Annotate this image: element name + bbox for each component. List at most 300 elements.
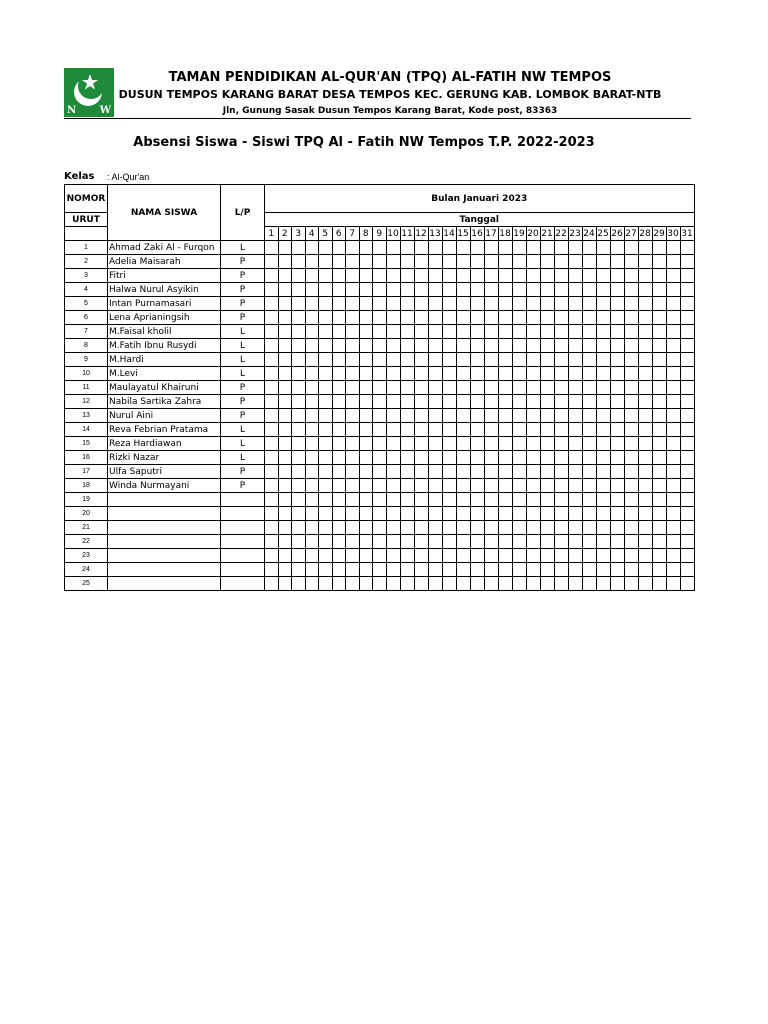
attendance-cell[interactable]	[346, 563, 360, 577]
attendance-cell[interactable]	[610, 549, 624, 563]
attendance-cell[interactable]	[332, 353, 346, 367]
attendance-cell[interactable]	[666, 409, 680, 423]
attendance-cell[interactable]	[554, 297, 568, 311]
attendance-cell[interactable]	[278, 479, 292, 493]
attendance-cell[interactable]	[638, 479, 652, 493]
attendance-cell[interactable]	[554, 577, 568, 591]
attendance-cell[interactable]	[554, 409, 568, 423]
attendance-cell[interactable]	[265, 507, 279, 521]
attendance-cell[interactable]	[624, 465, 638, 479]
attendance-cell[interactable]	[305, 507, 319, 521]
attendance-cell[interactable]	[373, 269, 387, 283]
attendance-cell[interactable]	[278, 241, 292, 255]
attendance-cell[interactable]	[498, 325, 512, 339]
attendance-cell[interactable]	[278, 493, 292, 507]
attendance-cell[interactable]	[400, 479, 414, 493]
attendance-cell[interactable]	[386, 479, 400, 493]
attendance-cell[interactable]	[540, 353, 554, 367]
attendance-cell[interactable]	[278, 535, 292, 549]
attendance-cell[interactable]	[373, 255, 387, 269]
attendance-cell[interactable]	[498, 241, 512, 255]
attendance-cell[interactable]	[680, 479, 694, 493]
attendance-cell[interactable]	[680, 493, 694, 507]
attendance-cell[interactable]	[305, 269, 319, 283]
attendance-cell[interactable]	[414, 381, 428, 395]
attendance-cell[interactable]	[319, 479, 333, 493]
attendance-cell[interactable]	[292, 409, 306, 423]
attendance-cell[interactable]	[484, 241, 498, 255]
attendance-cell[interactable]	[610, 311, 624, 325]
attendance-cell[interactable]	[428, 563, 442, 577]
attendance-cell[interactable]	[442, 255, 456, 269]
attendance-cell[interactable]	[332, 409, 346, 423]
attendance-cell[interactable]	[512, 437, 526, 451]
attendance-cell[interactable]	[526, 409, 540, 423]
attendance-cell[interactable]	[624, 409, 638, 423]
attendance-cell[interactable]	[526, 283, 540, 297]
attendance-cell[interactable]	[484, 269, 498, 283]
attendance-cell[interactable]	[265, 395, 279, 409]
attendance-cell[interactable]	[526, 325, 540, 339]
attendance-cell[interactable]	[526, 549, 540, 563]
attendance-cell[interactable]	[319, 423, 333, 437]
attendance-cell[interactable]	[680, 535, 694, 549]
attendance-cell[interactable]	[680, 577, 694, 591]
attendance-cell[interactable]	[652, 353, 666, 367]
attendance-cell[interactable]	[680, 437, 694, 451]
attendance-cell[interactable]	[610, 577, 624, 591]
attendance-cell[interactable]	[305, 325, 319, 339]
attendance-cell[interactable]	[554, 507, 568, 521]
attendance-cell[interactable]	[346, 451, 360, 465]
attendance-cell[interactable]	[265, 283, 279, 297]
attendance-cell[interactable]	[568, 325, 582, 339]
attendance-cell[interactable]	[484, 563, 498, 577]
attendance-cell[interactable]	[319, 409, 333, 423]
attendance-cell[interactable]	[442, 395, 456, 409]
attendance-cell[interactable]	[554, 535, 568, 549]
attendance-cell[interactable]	[470, 451, 484, 465]
attendance-cell[interactable]	[554, 521, 568, 535]
attendance-cell[interactable]	[470, 339, 484, 353]
attendance-cell[interactable]	[386, 241, 400, 255]
attendance-cell[interactable]	[400, 395, 414, 409]
attendance-cell[interactable]	[540, 367, 554, 381]
attendance-cell[interactable]	[278, 451, 292, 465]
attendance-cell[interactable]	[470, 353, 484, 367]
attendance-cell[interactable]	[332, 395, 346, 409]
attendance-cell[interactable]	[568, 353, 582, 367]
attendance-cell[interactable]	[554, 325, 568, 339]
attendance-cell[interactable]	[498, 437, 512, 451]
attendance-cell[interactable]	[610, 367, 624, 381]
attendance-cell[interactable]	[373, 437, 387, 451]
attendance-cell[interactable]	[373, 479, 387, 493]
attendance-cell[interactable]	[428, 479, 442, 493]
attendance-cell[interactable]	[638, 269, 652, 283]
attendance-cell[interactable]	[582, 465, 596, 479]
attendance-cell[interactable]	[386, 507, 400, 521]
attendance-cell[interactable]	[442, 451, 456, 465]
attendance-cell[interactable]	[292, 395, 306, 409]
attendance-cell[interactable]	[428, 395, 442, 409]
attendance-cell[interactable]	[346, 465, 360, 479]
attendance-cell[interactable]	[512, 325, 526, 339]
attendance-cell[interactable]	[484, 409, 498, 423]
attendance-cell[interactable]	[359, 367, 373, 381]
attendance-cell[interactable]	[680, 311, 694, 325]
attendance-cell[interactable]	[442, 549, 456, 563]
attendance-cell[interactable]	[526, 465, 540, 479]
attendance-cell[interactable]	[652, 297, 666, 311]
attendance-cell[interactable]	[400, 437, 414, 451]
attendance-cell[interactable]	[442, 563, 456, 577]
attendance-cell[interactable]	[414, 241, 428, 255]
attendance-cell[interactable]	[428, 381, 442, 395]
attendance-cell[interactable]	[596, 297, 610, 311]
attendance-cell[interactable]	[319, 325, 333, 339]
attendance-cell[interactable]	[568, 465, 582, 479]
attendance-cell[interactable]	[265, 451, 279, 465]
attendance-cell[interactable]	[414, 507, 428, 521]
attendance-cell[interactable]	[373, 493, 387, 507]
attendance-cell[interactable]	[484, 493, 498, 507]
attendance-cell[interactable]	[652, 395, 666, 409]
attendance-cell[interactable]	[359, 423, 373, 437]
attendance-cell[interactable]	[568, 311, 582, 325]
attendance-cell[interactable]	[428, 507, 442, 521]
attendance-cell[interactable]	[540, 255, 554, 269]
attendance-cell[interactable]	[414, 409, 428, 423]
attendance-cell[interactable]	[305, 535, 319, 549]
attendance-cell[interactable]	[596, 507, 610, 521]
attendance-cell[interactable]	[568, 269, 582, 283]
attendance-cell[interactable]	[610, 493, 624, 507]
attendance-cell[interactable]	[582, 423, 596, 437]
attendance-cell[interactable]	[278, 409, 292, 423]
attendance-cell[interactable]	[359, 395, 373, 409]
attendance-cell[interactable]	[442, 423, 456, 437]
attendance-cell[interactable]	[346, 437, 360, 451]
attendance-cell[interactable]	[680, 465, 694, 479]
attendance-cell[interactable]	[428, 283, 442, 297]
attendance-cell[interactable]	[484, 381, 498, 395]
attendance-cell[interactable]	[359, 241, 373, 255]
attendance-cell[interactable]	[386, 437, 400, 451]
attendance-cell[interactable]	[359, 311, 373, 325]
attendance-cell[interactable]	[265, 465, 279, 479]
attendance-cell[interactable]	[484, 311, 498, 325]
attendance-cell[interactable]	[624, 395, 638, 409]
attendance-cell[interactable]	[373, 381, 387, 395]
attendance-cell[interactable]	[414, 563, 428, 577]
attendance-cell[interactable]	[526, 395, 540, 409]
attendance-cell[interactable]	[470, 367, 484, 381]
attendance-cell[interactable]	[292, 535, 306, 549]
attendance-cell[interactable]	[582, 507, 596, 521]
attendance-cell[interactable]	[526, 535, 540, 549]
attendance-cell[interactable]	[359, 255, 373, 269]
attendance-cell[interactable]	[386, 269, 400, 283]
attendance-cell[interactable]	[470, 479, 484, 493]
attendance-cell[interactable]	[638, 451, 652, 465]
attendance-cell[interactable]	[359, 339, 373, 353]
attendance-cell[interactable]	[512, 269, 526, 283]
attendance-cell[interactable]	[319, 521, 333, 535]
attendance-cell[interactable]	[540, 381, 554, 395]
attendance-cell[interactable]	[568, 423, 582, 437]
attendance-cell[interactable]	[292, 269, 306, 283]
attendance-cell[interactable]	[456, 325, 470, 339]
attendance-cell[interactable]	[319, 353, 333, 367]
attendance-cell[interactable]	[386, 255, 400, 269]
attendance-cell[interactable]	[484, 367, 498, 381]
attendance-cell[interactable]	[278, 269, 292, 283]
attendance-cell[interactable]	[305, 353, 319, 367]
attendance-cell[interactable]	[484, 577, 498, 591]
attendance-cell[interactable]	[442, 269, 456, 283]
attendance-cell[interactable]	[484, 255, 498, 269]
attendance-cell[interactable]	[568, 283, 582, 297]
attendance-cell[interactable]	[278, 353, 292, 367]
attendance-cell[interactable]	[638, 521, 652, 535]
attendance-cell[interactable]	[498, 577, 512, 591]
attendance-cell[interactable]	[568, 535, 582, 549]
attendance-cell[interactable]	[319, 297, 333, 311]
attendance-cell[interactable]	[332, 367, 346, 381]
attendance-cell[interactable]	[278, 325, 292, 339]
attendance-cell[interactable]	[582, 325, 596, 339]
attendance-cell[interactable]	[666, 311, 680, 325]
attendance-cell[interactable]	[292, 255, 306, 269]
attendance-cell[interactable]	[400, 507, 414, 521]
attendance-cell[interactable]	[428, 325, 442, 339]
attendance-cell[interactable]	[373, 521, 387, 535]
attendance-cell[interactable]	[386, 311, 400, 325]
attendance-cell[interactable]	[319, 465, 333, 479]
attendance-cell[interactable]	[568, 339, 582, 353]
attendance-cell[interactable]	[456, 297, 470, 311]
attendance-cell[interactable]	[456, 451, 470, 465]
attendance-cell[interactable]	[638, 241, 652, 255]
attendance-cell[interactable]	[305, 437, 319, 451]
attendance-cell[interactable]	[386, 325, 400, 339]
attendance-cell[interactable]	[554, 465, 568, 479]
attendance-cell[interactable]	[540, 409, 554, 423]
attendance-cell[interactable]	[638, 325, 652, 339]
attendance-cell[interactable]	[414, 395, 428, 409]
attendance-cell[interactable]	[512, 367, 526, 381]
attendance-cell[interactable]	[346, 241, 360, 255]
attendance-cell[interactable]	[346, 423, 360, 437]
attendance-cell[interactable]	[456, 409, 470, 423]
attendance-cell[interactable]	[386, 395, 400, 409]
attendance-cell[interactable]	[554, 255, 568, 269]
attendance-cell[interactable]	[373, 297, 387, 311]
attendance-cell[interactable]	[526, 507, 540, 521]
attendance-cell[interactable]	[386, 577, 400, 591]
attendance-cell[interactable]	[666, 367, 680, 381]
attendance-cell[interactable]	[456, 367, 470, 381]
attendance-cell[interactable]	[414, 465, 428, 479]
attendance-cell[interactable]	[373, 549, 387, 563]
attendance-cell[interactable]	[624, 311, 638, 325]
attendance-cell[interactable]	[470, 549, 484, 563]
attendance-cell[interactable]	[346, 311, 360, 325]
attendance-cell[interactable]	[278, 297, 292, 311]
attendance-cell[interactable]	[624, 283, 638, 297]
attendance-cell[interactable]	[470, 269, 484, 283]
attendance-cell[interactable]	[680, 563, 694, 577]
attendance-cell[interactable]	[624, 325, 638, 339]
attendance-cell[interactable]	[666, 381, 680, 395]
attendance-cell[interactable]	[470, 381, 484, 395]
attendance-cell[interactable]	[680, 549, 694, 563]
attendance-cell[interactable]	[582, 269, 596, 283]
attendance-cell[interactable]	[540, 241, 554, 255]
attendance-cell[interactable]	[470, 325, 484, 339]
attendance-cell[interactable]	[568, 395, 582, 409]
attendance-cell[interactable]	[540, 325, 554, 339]
attendance-cell[interactable]	[373, 241, 387, 255]
attendance-cell[interactable]	[386, 339, 400, 353]
attendance-cell[interactable]	[652, 535, 666, 549]
attendance-cell[interactable]	[484, 521, 498, 535]
attendance-cell[interactable]	[359, 577, 373, 591]
attendance-cell[interactable]	[456, 479, 470, 493]
attendance-cell[interactable]	[596, 479, 610, 493]
attendance-cell[interactable]	[540, 339, 554, 353]
attendance-cell[interactable]	[652, 241, 666, 255]
attendance-cell[interactable]	[666, 535, 680, 549]
attendance-cell[interactable]	[582, 493, 596, 507]
attendance-cell[interactable]	[610, 255, 624, 269]
attendance-cell[interactable]	[526, 255, 540, 269]
attendance-cell[interactable]	[319, 535, 333, 549]
attendance-cell[interactable]	[582, 255, 596, 269]
attendance-cell[interactable]	[540, 507, 554, 521]
attendance-cell[interactable]	[540, 535, 554, 549]
attendance-cell[interactable]	[652, 367, 666, 381]
attendance-cell[interactable]	[332, 255, 346, 269]
attendance-cell[interactable]	[400, 325, 414, 339]
attendance-cell[interactable]	[512, 577, 526, 591]
attendance-cell[interactable]	[582, 549, 596, 563]
attendance-cell[interactable]	[568, 297, 582, 311]
attendance-cell[interactable]	[428, 409, 442, 423]
attendance-cell[interactable]	[610, 479, 624, 493]
attendance-cell[interactable]	[359, 283, 373, 297]
attendance-cell[interactable]	[456, 423, 470, 437]
attendance-cell[interactable]	[456, 339, 470, 353]
attendance-cell[interactable]	[540, 577, 554, 591]
attendance-cell[interactable]	[470, 395, 484, 409]
attendance-cell[interactable]	[498, 255, 512, 269]
attendance-cell[interactable]	[652, 423, 666, 437]
attendance-cell[interactable]	[652, 409, 666, 423]
attendance-cell[interactable]	[414, 367, 428, 381]
attendance-cell[interactable]	[554, 381, 568, 395]
attendance-cell[interactable]	[414, 297, 428, 311]
attendance-cell[interactable]	[568, 493, 582, 507]
attendance-cell[interactable]	[596, 241, 610, 255]
attendance-cell[interactable]	[359, 479, 373, 493]
attendance-cell[interactable]	[346, 297, 360, 311]
attendance-cell[interactable]	[568, 521, 582, 535]
attendance-cell[interactable]	[554, 493, 568, 507]
attendance-cell[interactable]	[624, 297, 638, 311]
attendance-cell[interactable]	[484, 535, 498, 549]
attendance-cell[interactable]	[638, 283, 652, 297]
attendance-cell[interactable]	[359, 437, 373, 451]
attendance-cell[interactable]	[305, 297, 319, 311]
attendance-cell[interactable]	[265, 437, 279, 451]
attendance-cell[interactable]	[414, 353, 428, 367]
attendance-cell[interactable]	[400, 423, 414, 437]
attendance-cell[interactable]	[373, 535, 387, 549]
attendance-cell[interactable]	[442, 437, 456, 451]
attendance-cell[interactable]	[346, 409, 360, 423]
attendance-cell[interactable]	[680, 241, 694, 255]
attendance-cell[interactable]	[540, 465, 554, 479]
attendance-cell[interactable]	[596, 521, 610, 535]
attendance-cell[interactable]	[278, 563, 292, 577]
attendance-cell[interactable]	[400, 311, 414, 325]
attendance-cell[interactable]	[332, 521, 346, 535]
attendance-cell[interactable]	[610, 521, 624, 535]
attendance-cell[interactable]	[680, 521, 694, 535]
attendance-cell[interactable]	[332, 381, 346, 395]
attendance-cell[interactable]	[346, 493, 360, 507]
attendance-cell[interactable]	[359, 507, 373, 521]
attendance-cell[interactable]	[540, 521, 554, 535]
attendance-cell[interactable]	[526, 563, 540, 577]
attendance-cell[interactable]	[498, 423, 512, 437]
attendance-cell[interactable]	[265, 535, 279, 549]
attendance-cell[interactable]	[305, 479, 319, 493]
attendance-cell[interactable]	[332, 269, 346, 283]
attendance-cell[interactable]	[456, 493, 470, 507]
attendance-cell[interactable]	[540, 549, 554, 563]
attendance-cell[interactable]	[400, 269, 414, 283]
attendance-cell[interactable]	[386, 423, 400, 437]
attendance-cell[interactable]	[484, 549, 498, 563]
attendance-cell[interactable]	[386, 353, 400, 367]
attendance-cell[interactable]	[526, 521, 540, 535]
attendance-cell[interactable]	[400, 339, 414, 353]
attendance-cell[interactable]	[512, 395, 526, 409]
attendance-cell[interactable]	[498, 451, 512, 465]
attendance-cell[interactable]	[373, 283, 387, 297]
attendance-cell[interactable]	[526, 381, 540, 395]
attendance-cell[interactable]	[428, 521, 442, 535]
attendance-cell[interactable]	[610, 269, 624, 283]
attendance-cell[interactable]	[265, 521, 279, 535]
attendance-cell[interactable]	[554, 451, 568, 465]
attendance-cell[interactable]	[652, 549, 666, 563]
attendance-cell[interactable]	[346, 255, 360, 269]
attendance-cell[interactable]	[292, 325, 306, 339]
attendance-cell[interactable]	[512, 507, 526, 521]
attendance-cell[interactable]	[332, 283, 346, 297]
attendance-cell[interactable]	[582, 521, 596, 535]
attendance-cell[interactable]	[292, 367, 306, 381]
attendance-cell[interactable]	[332, 241, 346, 255]
attendance-cell[interactable]	[346, 283, 360, 297]
attendance-cell[interactable]	[292, 381, 306, 395]
attendance-cell[interactable]	[540, 283, 554, 297]
attendance-cell[interactable]	[386, 521, 400, 535]
